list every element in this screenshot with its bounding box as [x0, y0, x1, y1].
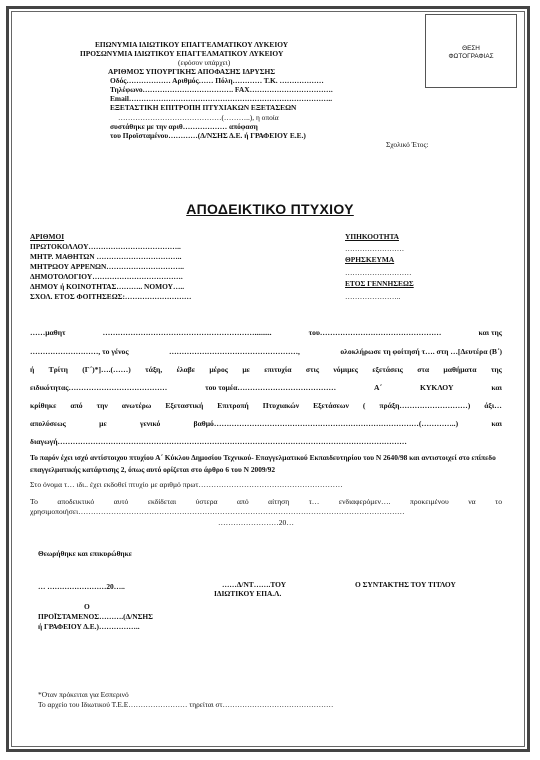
exam-committee: ΕΞΕΤΑΣΤΙΚΗ ΕΠΙΤΡΟΠΗ ΠΤΥΧΙΑΚΩΝ ΕΞΕΤΑΣΕΩΝ — [110, 103, 297, 112]
address-line: Οδός……………… Αριθμός…… Πόλη………… Τ.Κ. ……………… — [110, 76, 324, 85]
citizenship-label: ΥΠΗΚΟΟΤΗΤΑ — [345, 232, 399, 241]
page-title: ΑΠΟΔΕΙΚΤΙΚΟ ΠΤΥΧΙΟΥ — [186, 201, 354, 217]
email-line: Email……………………………………………………………………….. — [110, 94, 333, 103]
row-text: και της — [478, 328, 502, 337]
protocol-field: ΠΡΩΤΟΚΟΛΛΟΥ……………………………….. — [30, 242, 181, 251]
row-word: αίτηση — [268, 497, 290, 506]
row-text: ……μαθητ — [30, 328, 66, 337]
head-office: ή ΓΡΑΦΕΙΟΥ Δ.Ε.)…………….. — [38, 622, 140, 631]
head-line: του Προϊσταμένου…………(Δ/ΝΣΗΣ Δ.Ε. ή ΓΡΑΦΕΙΟΥ Ε.Ε.) — [110, 131, 306, 140]
photo-box — [425, 14, 517, 88]
private-school-line: ΙΔΙΩΤΙΚΟΥ ΕΠΑ.Λ. — [214, 589, 282, 598]
certified-label: Θεωρήθηκε και επικυρώθηκε — [38, 549, 132, 558]
row-text: Α΄ — [374, 383, 383, 392]
row-text: ………………………, το γένος — [30, 347, 129, 356]
citizenship-value: …………………… — [345, 244, 405, 253]
study-year-field: ΣΧΟΛ. ΕΤΟΣ ΦΟΙΤΗΣΕΩΣ:……………………… — [30, 292, 192, 301]
row-word: γενικό — [139, 419, 161, 428]
row-word: να — [468, 497, 476, 506]
row-word: ( — [362, 401, 366, 410]
municipality-field: ΔΗΜΟΥ ή ΚΟΙΝΟΤΗΤΑΣ……….. ΝΟΜΟΥ….. — [30, 282, 185, 291]
row-text: του………………………………………… — [308, 328, 442, 337]
male-register-field: ΜΗΤΡΩΟΥ ΑΡΡΕΝΩΝ………………………….. — [30, 262, 184, 271]
school-name: ΕΠΩΝΥΜΙΑ ΙΔΙΩΤΙΚΟΥ ΕΠΑΓΓΕΛΜΑΤΙΚΟΥ ΛΥΚΕΙΟΥ — [95, 40, 289, 49]
religion-value: ……………………… — [345, 268, 412, 277]
row-text: ειδικότητας………………………………… — [30, 383, 168, 392]
row-word: επιτυχία — [264, 365, 292, 374]
body-row-2 — [30, 347, 502, 356]
body-row-3 — [30, 365, 502, 374]
row-word: εκδίδεται — [147, 497, 177, 506]
ministerial-decision: ΑΡΙΘΜΟΣ ΥΠΟΥΡΓΙΚΗΣ ΑΠΟΦΑΣΗΣ ΙΔΡΥΣΗΣ — [108, 67, 276, 76]
row-word: άξι… — [484, 401, 502, 410]
row-word: στις — [305, 365, 320, 374]
row-text: ……………………………………………, — [168, 347, 300, 356]
row-text: ……………………………………………………......... — [102, 328, 272, 337]
row-word: κρίθηκε — [30, 401, 57, 410]
row-word: από — [237, 497, 249, 506]
row-word: αποδεικτικό — [57, 497, 95, 506]
row-word: το — [495, 497, 502, 506]
use-line: χρησιμοποιήσει………………………………………………………………………………………………………………… — [30, 507, 405, 516]
row-word: βαθμό………………………………………………………………………(…………..) — [193, 419, 459, 428]
numbers-heading: ΑΡΙΘΜΟΙ — [30, 232, 65, 241]
evening-note: *Οταν πρόκειται για Εσπερινό — [38, 690, 129, 699]
head-title: ΠΡΟΪΣΤΑΜΕΝΟΣ……….(Δ/ΝΣΗΣ — [38, 612, 154, 621]
phone-fax-line: Τηλέφωνο………………………………. FAX……………………………. — [110, 85, 333, 94]
body-row-6 — [30, 419, 502, 428]
row-word: ενδιαφερόμεν…. — [338, 497, 391, 506]
row-word: από — [70, 401, 83, 410]
row-word: Επιτροπή — [217, 401, 249, 410]
row-word: απολύσεως — [30, 419, 66, 428]
birth-year-label: ΕΤΟΣ ΓΕΝΝΗΣΕΩΣ — [345, 279, 414, 288]
row-word: και — [491, 419, 502, 428]
director-line: ……Δ/ΝΤ…….ΤΟΥ — [222, 580, 287, 589]
religion-label: ΘΡΗΣΚΕΥΜΑ — [345, 255, 395, 264]
row-word: της — [490, 365, 502, 374]
row-word: την — [96, 401, 108, 410]
committee-line: ……………………………………(………..), η οποία — [118, 113, 279, 122]
row-text: ΚΥΚΛΟΥ — [419, 383, 454, 392]
body-row-4 — [30, 383, 502, 392]
birth-year-value: ………………….. — [345, 292, 401, 301]
row-word: ή — [30, 365, 35, 374]
body-row-1 — [30, 328, 502, 337]
row-word: Εξεταστική — [165, 401, 204, 410]
row-word: εξετάσεις — [372, 365, 403, 374]
row-word: μέρος — [209, 365, 228, 374]
row-word: στα — [417, 365, 430, 374]
archive-line: Το αρχείο του Ιδιωτικού Τ.Ε.Ε…………………… τηρείται στ……………………………………… — [38, 700, 334, 709]
row-word: (Γ΄)*]….(……) — [82, 365, 131, 374]
conduct-line: διαγωγή………………………………………………………………………………………………………………………… — [30, 437, 407, 446]
purpose-row — [30, 497, 502, 506]
municipal-register-field: ΔΗΜΟΤΟΛΟΓΙΟΥ………………………………. — [30, 272, 183, 281]
row-word: έλαβε — [176, 365, 196, 374]
established-line: συστάθηκε με την αριθ……………… απόφαση — [110, 122, 258, 131]
row-word: τάξη, — [145, 365, 163, 374]
row-word: νόμιμες — [333, 365, 358, 374]
row-text: και — [491, 383, 502, 392]
head-article: Ο — [84, 602, 90, 611]
row-text: του τομέα………………………………… — [205, 383, 337, 392]
school-year: Σχολικό Έτος: — [386, 140, 429, 149]
school-alt-name: ΠΡΟΣΩΝΥΜΙΑ ΙΔΙΩΤΙΚΟΥ ΕΠΑΓΓΕΛΜΑΤΙΚΟΥ ΛΥΚΕΙΟΥ — [80, 49, 284, 58]
row-word: Τρίτη — [48, 365, 68, 374]
validity-paragraph: Το παρόν έχει ισχύ αντίστοιχου πτυχίου Α΄ Κύκλου Δημοσίου Τεχνικού- Επαγγελματικού Εκπαιδευτηρίου του Ν 2640/98 και αντιστοιχεί στο επίπεδο επαγγελματικής κατάρτισης 2, όπως αυτό ορίζεται στο άρθρο 6 του Ν 2009/92 — [30, 453, 496, 474]
row-word: ανωτέρω — [121, 401, 152, 410]
row-word: Εξετάσεων — [313, 401, 349, 410]
row-word: αυτό — [113, 497, 129, 506]
student-register-field: ΜΗΤΡ. ΜΑΘΗΤΩΝ …………………………….. — [30, 252, 182, 261]
row-word: προκειμένου — [409, 497, 449, 506]
row-word: τ… — [308, 497, 320, 506]
row-word: μαθήματα — [443, 365, 477, 374]
row-word: Πτυχιακών — [262, 401, 300, 410]
if-exists-note: (εφόσον υπάρχει) — [178, 58, 231, 67]
row-word: με — [242, 365, 250, 374]
signature-date: … ……………………20….. — [38, 582, 125, 591]
issue-date: ……………………20… — [218, 518, 294, 527]
row-text: ολοκλήρωσε τη φοίτησή τ…. στη …[Δευτέρα (Β΄) — [340, 347, 502, 356]
row-word: Το — [30, 497, 38, 506]
row-word: ύστερα — [195, 497, 218, 506]
body-row-5 — [30, 401, 502, 410]
issuer-label: Ο ΣΥΝΤΑΚΤΗΣ ΤΟΥ ΤΙΤΛΟΥ — [355, 580, 456, 589]
issued-line: Στο όνομα τ… ιδι.. έχει εκδοθεί πτυχίο με αριθμό πρωτ………………………………………………… — [30, 480, 343, 489]
row-word: πράξη………………………) — [379, 401, 471, 410]
photo-label: ΘΕΣΗ ΦΩΤΟΓΡΑΦΙΑΣ — [448, 45, 494, 60]
row-word: με — [99, 419, 107, 428]
